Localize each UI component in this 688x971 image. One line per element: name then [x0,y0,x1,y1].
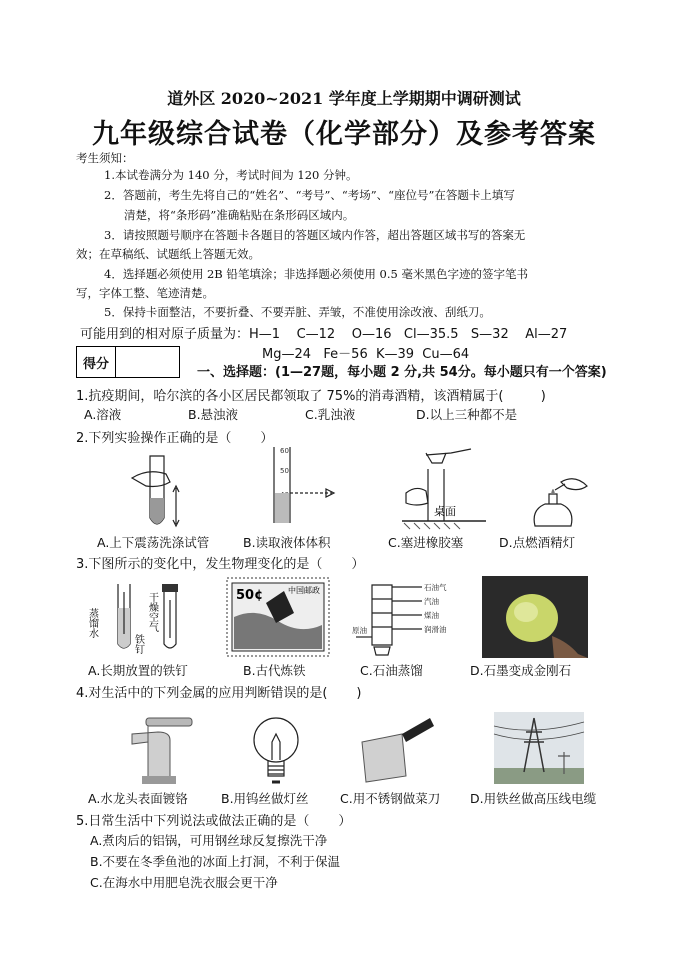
kitchen-knife-illustration [356,712,436,784]
notice-item-5: 5．保持卡面整洁，不要折叠、不要弄脏、弄皱，不准使用涂改液、刮纸刀。 [104,305,491,319]
notice-item-1: 1.本试卷满分为 140 分，考试时间为 120 分钟。 [104,168,358,182]
distill-label-gasoline: 汽油 [424,597,439,606]
q4-option-d: D.用铁丝做高压线电缆 [470,791,597,806]
q3-option-a: A.长期放置的铁钉 [88,663,188,678]
graphite-diamond-photo [482,576,588,658]
oil-distillation-illustration [352,575,462,660]
stamp-value: 50¢ [236,588,264,603]
q3-option-c: C.石油蒸馏 [360,663,423,678]
notice-item-2: 2．答题前，考生先将自己的“姓名”、“考号”、“考场”、“座位号”在答题卡上填写 [104,188,515,202]
q2-option-c: C.塞进橡胶塞 [388,535,464,550]
q1-stem: 1.抗疫期间，哈尔滨的各小区居民都领取了 75%的消毒酒精，该酒精属于( ) [76,389,546,404]
alcohol-lamp-illustration [525,470,595,532]
exam-title-line1: 道外区 2020~2021 学年度上学期期中调研测试 [167,89,521,108]
q2-option-a: A.上下震荡洗涤试管 [97,535,210,550]
exam-title-line2: 九年级综合试卷（化学部分）及参考答案 [92,119,596,150]
q3-stem: 3.下图所示的变化中，发生物理变化的是（ ） [76,557,365,572]
score-box [76,346,180,378]
q2-option-d: D.点燃酒精灯 [499,535,576,550]
q3-option-d: D.石墨变成金刚石 [470,663,572,678]
q5-stem: 5.日常生活中下列说法或做法正确的是（ ） [76,814,352,829]
desk-label: 桌面 [434,505,456,518]
score-label: 得分 [77,347,116,377]
notice-item-3: 3．请按照题号顺序在答题卡各题目的答题区域内作答，超出答题区域书写的答案无 [104,228,526,242]
iron-nail-label: 铁钉 [132,634,144,654]
notice-item-4b: 写，字体工整、笔迹清楚。 [76,286,214,300]
notice-item-2b: 清楚，将“条形码”准确粘贴在条形码区域内。 [124,208,355,222]
section1-heading: 一、选择题：(1—27题，每小题 2 分,共 54分。每小题只有一个答案) [197,365,607,380]
q3-option-b: B.古代炼铁 [243,663,306,678]
q4-option-a: A.水龙头表面镀铬 [88,791,188,806]
inserting-stopper-illustration [396,445,496,535]
q5-option-c: C.在海水中用肥皂洗衣服会更干净 [90,875,278,890]
notice-item-4: 4．选择题必须使用 2B 铅笔填涂；非选择题必须使用 0.5 毫米黑色字迹的签字笔书 [104,267,528,281]
notice-heading: 考生须知： [76,151,134,165]
atomic-masses-line2: Mg—24 Fe－56 K—39 Cu—64 [262,347,470,362]
rusting-nails-illustration [88,578,198,658]
distill-label-gas: 石油气 [424,583,447,592]
stamp-country: 中国邮政 [288,586,320,595]
q5-option-a: A.煮肉后的铝锅，可用钢丝球反复擦洗干净 [90,833,328,848]
q4-stem: 4.对生活中的下列金属的应用判断错误的是( ) [76,686,362,701]
distill-label-crude: 原油 [352,626,367,635]
chrome-faucet-illustration [118,712,198,786]
q1-option-c: C.乳浊液 [305,407,356,422]
q2-stem: 2.下列实验操作正确的是（ ） [76,431,274,446]
q1-option-d: D.以上三种都不是 [416,407,518,422]
atomic-masses-line1: 可能用到的相对原子质量为：H—1 C—12 O—16 Cl—35.5 S—32 Al—27 [80,327,568,342]
q5-option-b: B.不要在冬季鱼池的冰面上打洞，不利于保温 [90,854,341,869]
distill-label-lubricant: 润滑油 [424,625,447,634]
q4-option-c: C.用不锈钢做菜刀 [340,791,441,806]
dry-air-label: 干燥空气 [146,592,158,632]
light-bulb-illustration [246,712,306,788]
q1-option-b: B.悬浊液 [188,407,239,422]
q1-option-a: A.溶液 [84,407,122,422]
cylinder-tick-50: 50 [280,467,289,475]
q2-option-b: B.读取液体体积 [243,535,331,550]
cylinder-tick-60: 60 [280,447,289,455]
distill-label-kerosene: 煤油 [424,611,439,620]
notice-item-3b: 效；在草稿纸、试题纸上答题无效。 [76,247,260,261]
distilled-water-label: 蒸馏水 [86,608,98,638]
q4-option-b: B.用钨丝做灯丝 [221,791,309,806]
graduated-cylinder-illustration [262,443,342,527]
ancient-iron-stamp-illustration [226,577,330,657]
shaking-test-tube-illustration [120,448,200,532]
power-line-photo [494,712,584,784]
